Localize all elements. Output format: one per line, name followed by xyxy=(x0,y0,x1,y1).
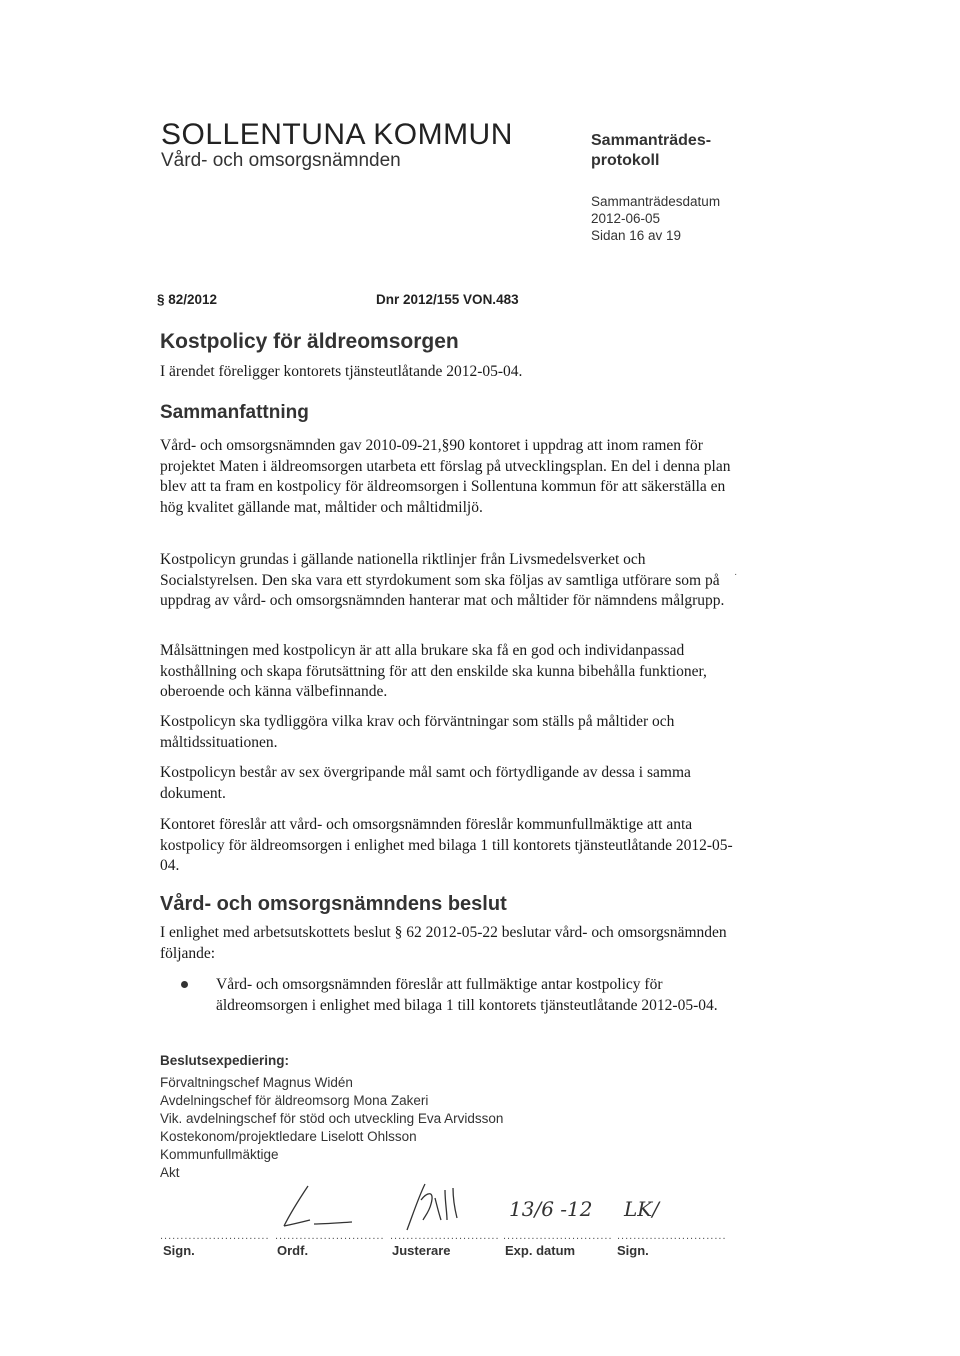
adjuster-signature-scribble xyxy=(395,1180,475,1235)
summary-paragraph: Kostpolicyn ska tydliggöra vilka krav och förväntningar som ställs på måltider och måltidssituationen. xyxy=(160,713,675,751)
reference-number: Dnr 2012/155 VON.483 xyxy=(376,292,519,307)
dispatch-list xyxy=(160,1074,503,1182)
intro-text: I ärendet föreligger kontorets tjänsteutlåtande 2012-05-04. xyxy=(160,363,523,380)
dispatch-heading: Beslutsexpediering: xyxy=(160,1053,290,1068)
meeting-date: 2012-06-05 xyxy=(591,211,661,226)
signature-line: ........................... xyxy=(160,1230,270,1242)
dispatch-recipient: Kommunfullmäktige xyxy=(160,1147,279,1162)
handwritten-initials xyxy=(620,1190,690,1230)
summary-paragraph: Kontoret föreslår att vård- och omsorgsnämnden föreslår kommunfullmäktige att anta kostpolicy för äldreomsorgen i enlighet med bilaga 1 till kontorets tjänsteutlåtande 2012-05-04. xyxy=(160,816,733,874)
summary-paragraph: Kostpolicyn grundas i gällande nationella riktlinjer från Livsmedelsverket och Socialstyrelsen. Den ska vara ett styrdokument som ska följas av samtliga utförare som på uppdrag av vård- och omsorgsnämnden hanterar mat och måltider för nämndens målgrupp. xyxy=(160,551,725,609)
paragraph-number: § 82/2012 xyxy=(157,292,218,307)
handwritten-initials-text: LK/ xyxy=(624,1197,659,1221)
summary-paragraph: Målsättningen med kostpolicyn är att alla brukare ska få en god och individanpassad kosthållning och skapa förutsättning för att den enskilde ska kunna bibehålla funktioner, oberoende och känna välbefinnande. xyxy=(160,642,707,700)
signature-label-exp-date: Exp. datum xyxy=(505,1243,576,1258)
decision-item-text: Vård- och omsorgsnämnden föreslår att fullmäktige antar kostpolicy för äldreomsorgen i enlighet med bilaga 1 till kontorets tjänsteutlåtande 2012-05-04. xyxy=(216,976,718,1014)
decision-item xyxy=(178,975,738,1016)
protocol-title-line1: Sammanträdes- xyxy=(591,132,712,149)
protocol-title-line2: protokoll xyxy=(591,152,660,169)
dispatch-recipient: Vik. avdelningschef för stöd och utveckling Eva Arvidsson xyxy=(160,1111,504,1126)
signature-label-adjuster: Justerare xyxy=(392,1243,451,1258)
decision-heading: Vård- och omsorgsnämndens beslut xyxy=(160,893,507,915)
summary-heading: Sammanfattning xyxy=(160,402,309,423)
signature-line: ........................... xyxy=(275,1230,385,1242)
signature-label-chair: Ordf. xyxy=(277,1243,309,1258)
dispatch-recipient: Avdelningschef för äldreomsorg Mona Zakeri xyxy=(160,1093,429,1108)
summary-paragraph: Vård- och omsorgsnämnden gav 2010-09-21,§90 kontoret i uppdrag att inom ramen för projektet Maten i äldreomsorgen utarbeta ett förslag på utvecklingsplan. En del i denna plan blev att ta fram en kostpolicy för äldreomsorgen i Sollentuna kommun för att säkerställa en hög kvalitet gällande mat, måltider och måltidmiljö. xyxy=(160,437,731,516)
meeting-date-label: Sammanträdesdatum xyxy=(591,194,721,209)
dispatch-recipient: Förvaltningschef Magnus Widén xyxy=(160,1075,353,1090)
page-info: Sidan 16 av 19 xyxy=(591,228,682,243)
committee-name: Vård- och omsorgsnämnden xyxy=(161,150,401,171)
chair-signature-scribble xyxy=(270,1180,360,1235)
signature-line: ........................... xyxy=(503,1230,613,1242)
handwritten-date xyxy=(505,1190,595,1230)
handwritten-date-text: 13/6 -12 xyxy=(509,1197,593,1221)
document-title: Kostpolicy för äldreomsorgen xyxy=(160,330,459,353)
signature-label-sign-2: Sign. xyxy=(617,1243,649,1258)
summary-paragraph: Kostpolicyn består av sex övergripande mål samt och förtydligande av dessa i samma dokument. xyxy=(160,764,691,802)
decision-list xyxy=(178,975,738,1016)
bullet-icon xyxy=(181,981,188,988)
decision-text: I enlighet med arbetsutskottets beslut § 62 2012-05-22 beslutar vård- och omsorgsnämnden följande: xyxy=(160,924,727,962)
signature-line: ........................... xyxy=(390,1230,500,1242)
organization-name: SOLLENTUNA KOMMUN xyxy=(161,118,513,151)
protocol-meta xyxy=(591,193,720,244)
dispatch-recipient: Akt xyxy=(160,1165,180,1180)
stray-mark: · xyxy=(734,569,738,580)
signature-label-sign: Sign. xyxy=(163,1243,195,1258)
signature-line: ........................... xyxy=(617,1230,727,1242)
protocol-title xyxy=(591,131,711,171)
dispatch-recipient: Kostekonom/projektledare Liselott Ohlsson xyxy=(160,1129,417,1144)
